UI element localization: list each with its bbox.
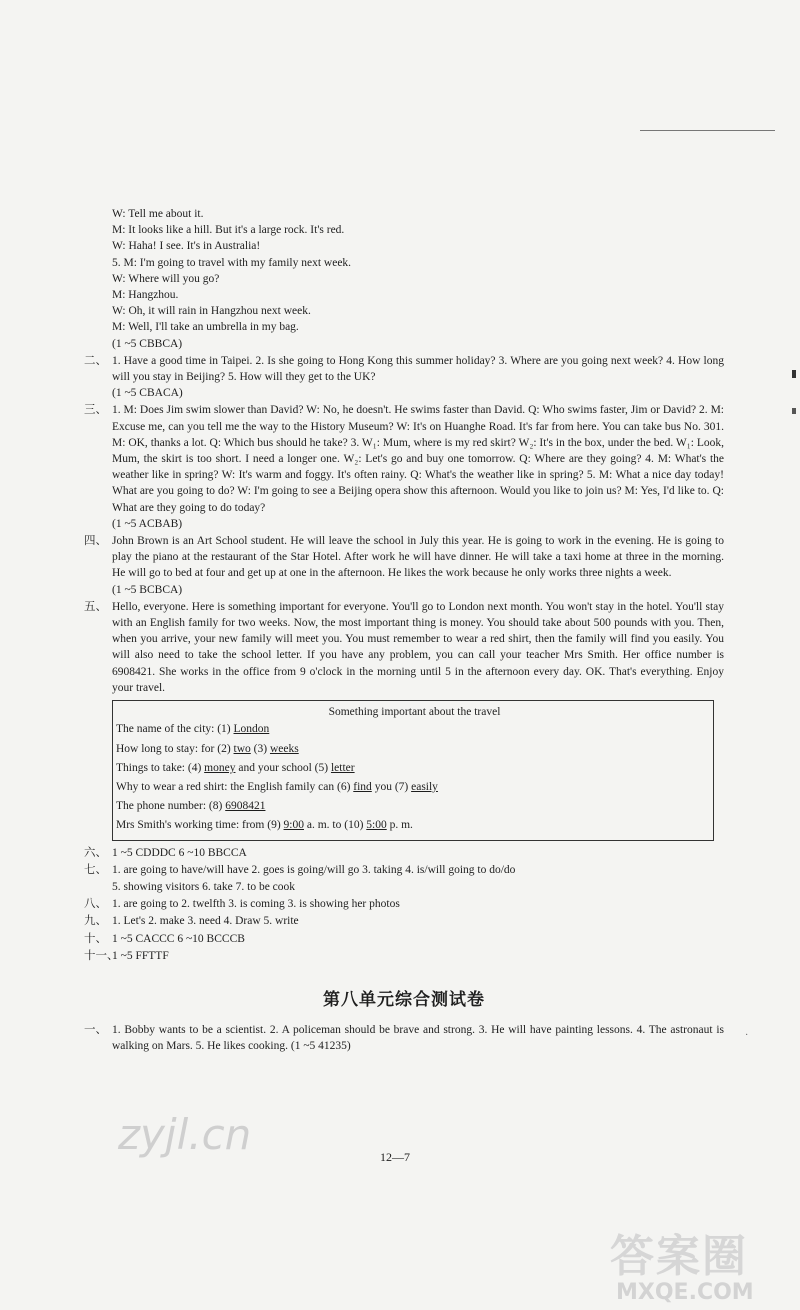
dialogue-line: W: Haha! I see. It's in Australia! [112, 240, 261, 253]
watermark-mxqe [610, 1220, 790, 1305]
row-text: p. m. [386, 819, 413, 832]
box-row [116, 797, 713, 816]
unit8-section-1 [84, 1022, 724, 1054]
section-7-cont [84, 879, 724, 895]
watermark-logo-en: MXQE.COM [616, 1280, 754, 1305]
box-row [116, 816, 713, 835]
section-2 [84, 353, 724, 385]
section-label: 一、 [84, 1024, 107, 1037]
section-3 [84, 402, 724, 515]
section-label: 八、 [84, 898, 107, 911]
edge-mark [792, 408, 796, 414]
box-title: Something important about the travel [328, 706, 501, 719]
edge-mark [792, 370, 796, 378]
box-row [116, 778, 713, 797]
filled-answer: two [233, 742, 251, 755]
filled-answer: weeks [269, 742, 299, 755]
section-label: 三、 [84, 404, 107, 417]
section-text: 1. M: Does Jim swim slower than David? W: No, he doesn't. He swims faster than David. Q: Who swims faster, Jim or David? 2. M: Excuse me, can you tell me the way to the History Museum? W: It's on Huanghe Road. It's far from here. You can take bus No. 301. M: OK, thanks a lot. Q: Which bus should he take? 3. W₁: Mum, where is my red skirt? W₂: It's in the box, under the bed. W₁: Look, Mum, the skirt is too short. I need a longer one. W₂: Let's go and buy one tomorrow. Q: Where are they going? 4. M: What's the weather like in spring? W: It's warm and foggy. It's often rainy. Q: What's the weather like in spring? 5. M: What a nice day today! What are you going to do? W: I'm going to see a Beijing opera show this afternoon. Would you like to join us? M: Yes, I'd like to. Q: What are they going to do today? [112, 404, 724, 514]
section-9 [84, 913, 724, 929]
row-text: The phone number: (8) [116, 800, 226, 813]
row-text: you (7) [371, 780, 412, 793]
section-text: 1. Bobby wants to be a scientist. 2. A policeman should be brave and strong. 3. He will have painting lessons. 4. The astronaut is walking on Mars. 5. He likes cooking. (1 ~5 41235) [112, 1024, 724, 1053]
section-label: 十、 [84, 932, 107, 945]
section-label: 二、 [84, 354, 107, 367]
answer-key: (1 ~5 CBBCA) [112, 337, 183, 350]
row-text: Why to wear a red shirt: the English family can (6) [116, 780, 354, 793]
filled-answer: 9:00 [283, 819, 304, 832]
section-label: 七、 [84, 863, 107, 876]
section-6 [84, 845, 724, 861]
filled-answer: London [233, 723, 270, 736]
dialogue-line: 5. M: I'm going to travel with my family next week. [112, 256, 352, 269]
answer-key: (1 ~5 CBACA) [112, 387, 183, 400]
answer-key: (1 ~5 BCBCA) [112, 583, 183, 596]
dialogue-line: M: Hangzhou. [112, 289, 179, 302]
section-text: 5. showing visitors 6. take 7. to be cook [112, 880, 296, 893]
edge-dots: · [745, 1030, 749, 1041]
row-text: Mrs Smith's working time: from (9) [116, 819, 284, 832]
section-4 [84, 533, 724, 582]
answer-key: (1 ~5 ACBAB) [112, 517, 183, 530]
dialogue-line: M: It looks like a hill. But it's a large rock. It's red. [112, 224, 345, 237]
dialogue-line: W: Oh, it will rain in Hangzhou next week. [112, 305, 311, 318]
unit-heading: 第八单元综合测试卷 [323, 989, 485, 1010]
section-11 [84, 948, 724, 964]
answer-content [84, 206, 724, 1055]
section-7 [84, 862, 724, 878]
filled-answer: 6908421 [225, 800, 266, 813]
section-8 [84, 896, 724, 912]
watermark-logo-cn: 答案圈 [610, 1231, 748, 1282]
box-row [116, 720, 713, 739]
dialogue-line: W: Tell me about it. [112, 208, 204, 220]
section-label: 五、 [84, 600, 107, 613]
dialogue-line: W: Where will you go? [112, 272, 220, 285]
section-text: 1 ~5 CDDDC 6 ~10 BBCCA [112, 846, 247, 859]
section-label: 九、 [84, 915, 107, 928]
box-row [116, 759, 713, 778]
row-text: Things to take: (4) [116, 761, 205, 774]
row-text: and your school (5) [235, 761, 331, 774]
section-label: 四、 [84, 535, 107, 548]
section-10 [84, 931, 724, 947]
box-row [116, 740, 713, 759]
row-text: a. m. to (10) [304, 819, 367, 832]
filled-answer: easily [411, 780, 438, 793]
section-text: 1. are going to 2. twelfth 3. is coming 3. is showing her photos [112, 898, 400, 911]
section-label: 六、 [84, 846, 107, 859]
filled-answer: money [204, 761, 236, 774]
filled-answer: 5:00 [366, 819, 387, 832]
section-text: Hello, everyone. Here is something important for everyone. You'll go to London next month. You won't stay in the hotel. You'll stay with an English family for two weeks. Now, the most important thing is money. You should take about 500 pounds with you. Then, when you arrive, your new family will meet you. You must remember to wear a red shirt, then the family will find you easily. You will also need to take the school letter. If you have any problem, you can call your teacher Mrs Smith. Her office number is 6908421. She works in the office from 9 o'clock in the morning until 5 in the afternoon every day. OK. That's everything. Enjoy your travel. [112, 600, 724, 694]
section-text: 1. Have a good time in Taipei. 2. Is she going to Hong Kong this summer holiday? 3. Where are you going next week? 4. How long will you stay in Beijing? 5. How will they get to the UK? [112, 354, 724, 384]
travel-info-box [112, 700, 714, 840]
section-text: 1. Let's 2. make 3. need 4. Draw 5. write [112, 915, 299, 928]
filled-answer: find [353, 780, 372, 793]
section-5 [84, 599, 724, 696]
page-number: 12—7 [380, 1150, 410, 1164]
dialogue-line: M: Well, I'll take an umbrella in my bag. [112, 321, 299, 334]
header-rule [640, 130, 775, 131]
section-text: 1 ~5 FFTTF [112, 949, 169, 962]
watermark-zyjl: zyjl.cn [118, 1110, 252, 1159]
filled-answer: letter [330, 761, 355, 774]
row-text: How long to stay: for (2) [116, 742, 234, 755]
section-label: 十一、 [84, 949, 119, 962]
row-text: The name of the city: (1) [116, 723, 234, 736]
section-text: 1. are going to have/will have 2. goes is going/will go 3. taking 4. is/will going to do/do [112, 863, 516, 876]
row-text: (3) [250, 742, 270, 755]
section-text: 1 ~5 CACCC 6 ~10 BCCCB [112, 932, 245, 945]
section-text: John Brown is an Art School student. He will leave the school in July this year. He is going to work in the evening. He is going to play the piano at the restaurant of the Star Hotel. After work he will have dinner. He will take a taxi home at three in the morning. He will go to bed at four and get up at one in the afternoon. He likes the work because he only works three nights a week. [112, 535, 724, 580]
